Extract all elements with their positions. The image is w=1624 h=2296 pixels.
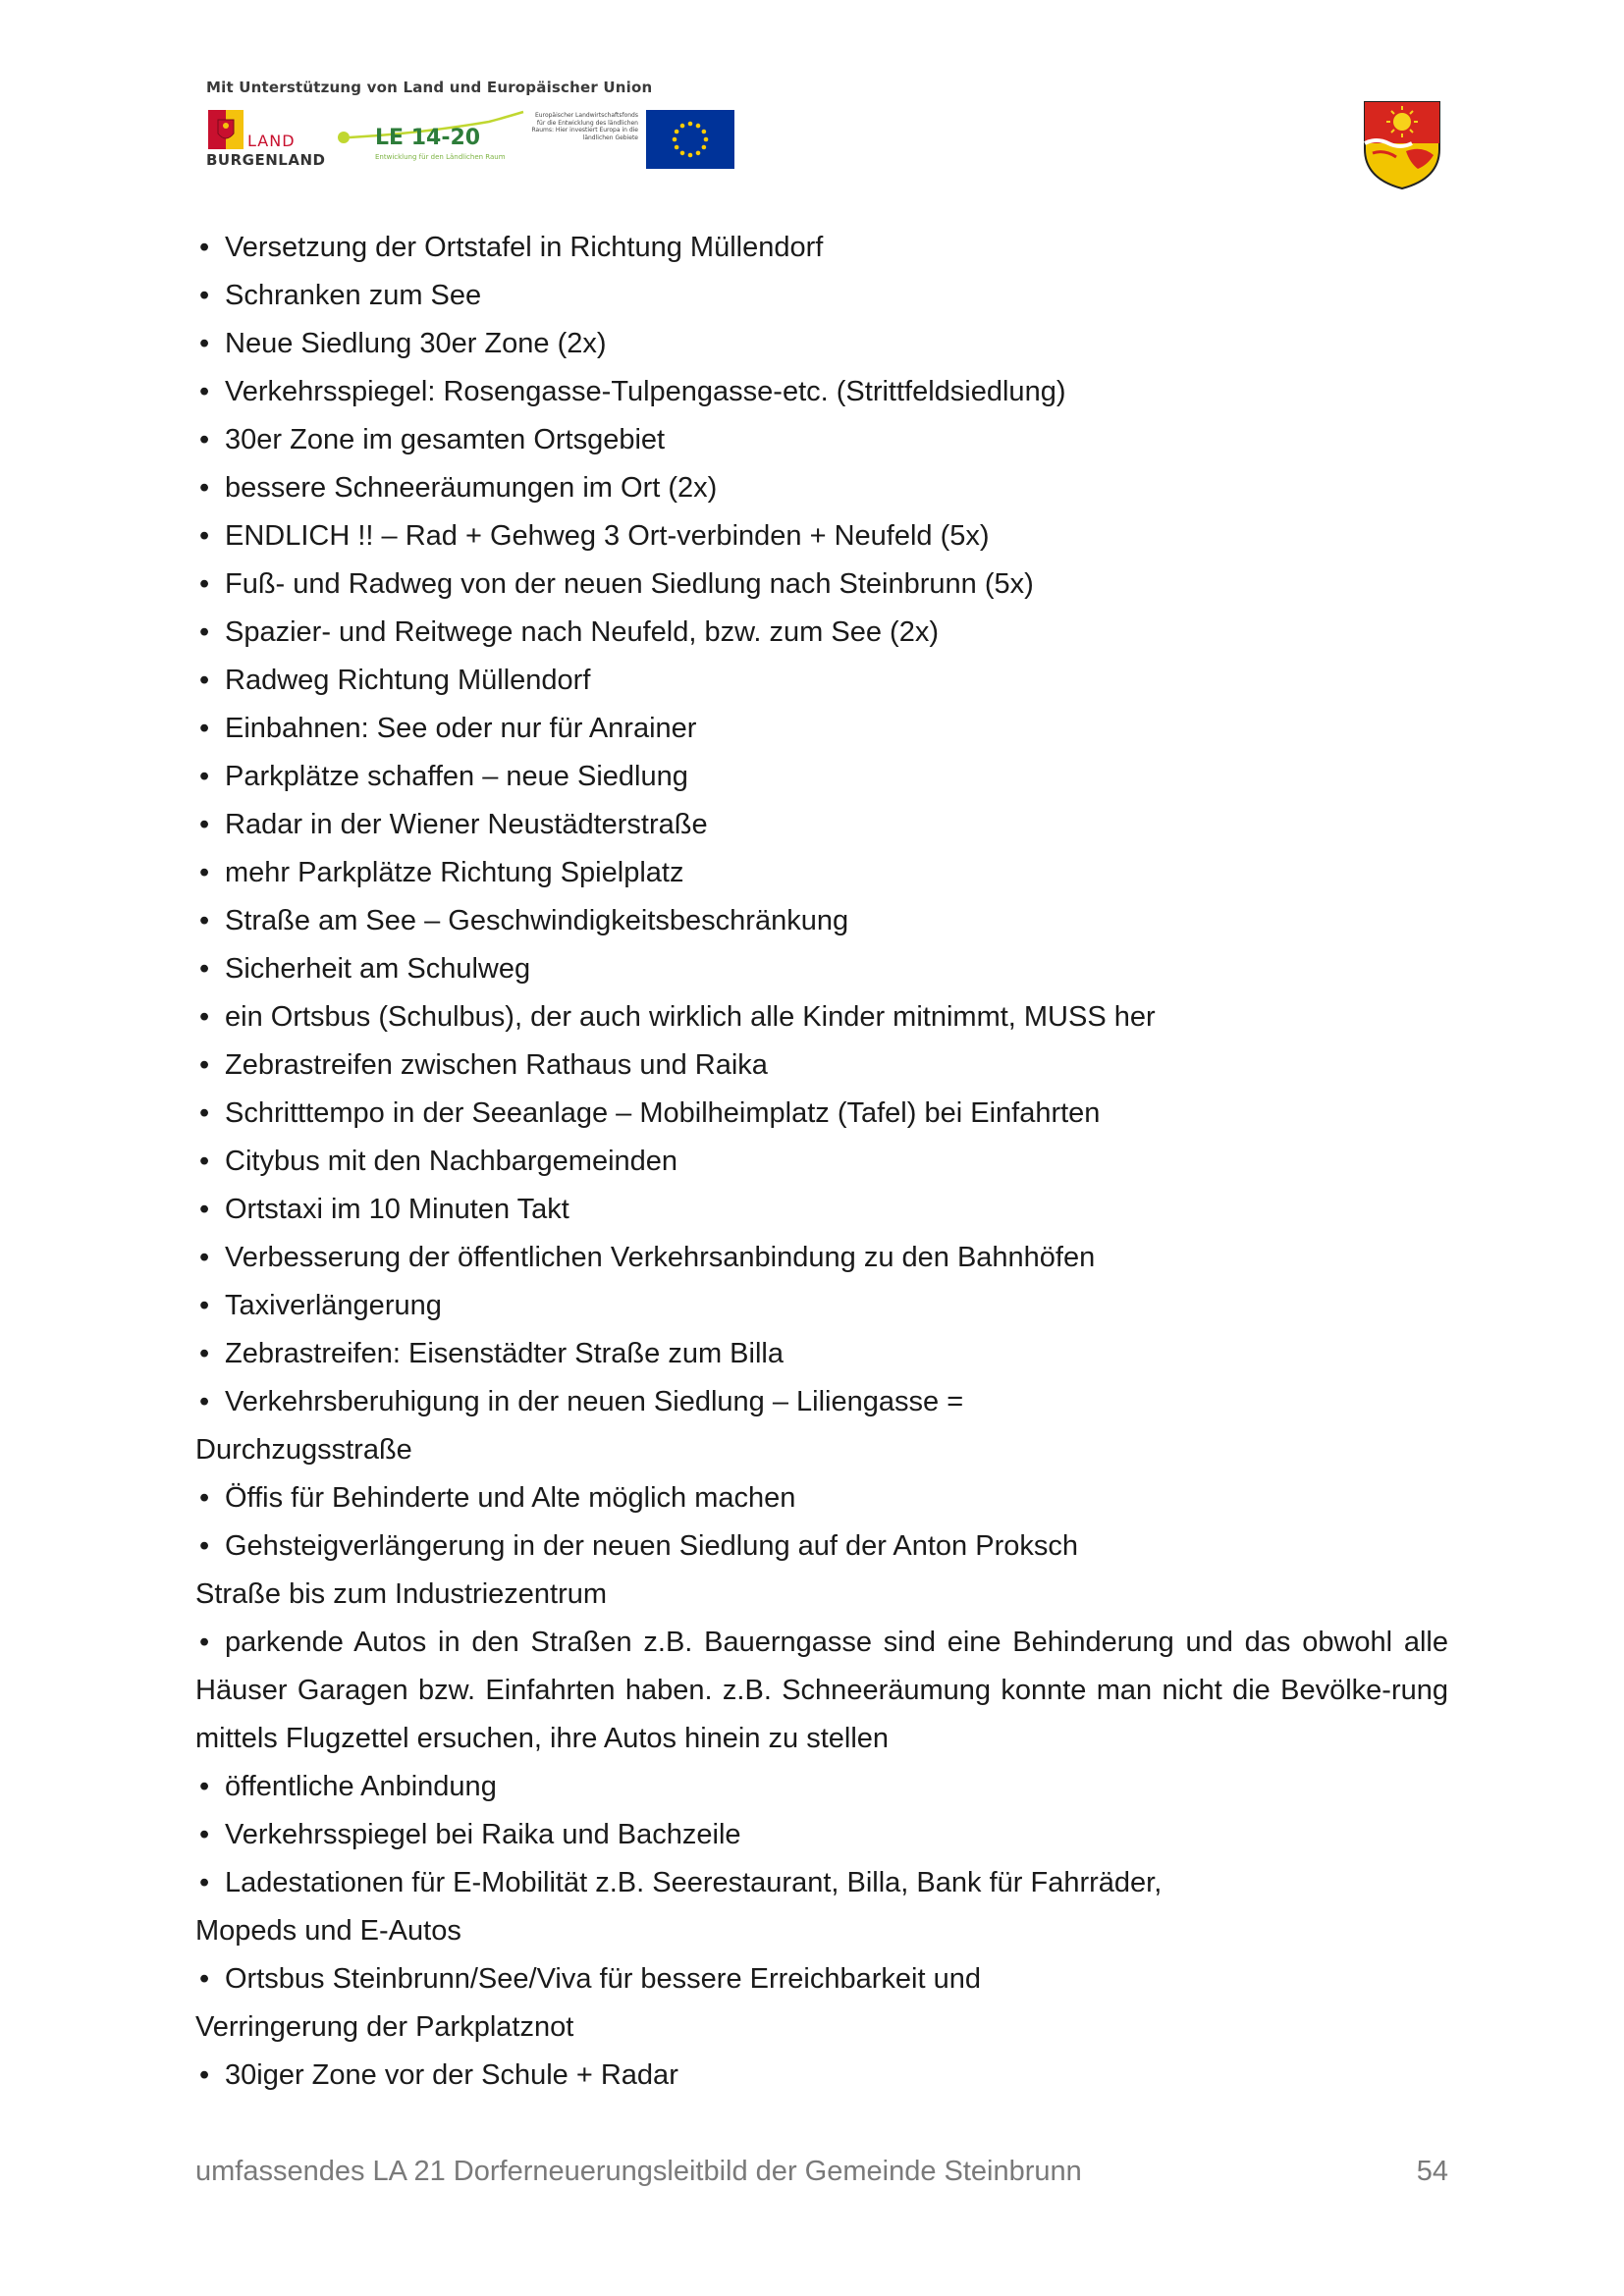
list-item-text: Zebrastreifen: Eisenstädter Straße zum Billa [225, 1338, 784, 1369]
bullet-icon: • [199, 616, 210, 648]
list-item-text: ein Ortsbus (Schulbus), der auch wirklich alle Kinder mitnimmt, MUSS her [225, 1001, 1156, 1033]
list-item [195, 272, 1448, 320]
list-item-text: Verbesserung der öffentlichen Verkehrsanbindung zu den Bahnhöfen [225, 1242, 1096, 1273]
bullet-icon: • [199, 1771, 210, 1802]
list-item [195, 1955, 1059, 2052]
list-item-text: 30iger Zone vor der Schule + Radar [225, 2059, 678, 2091]
bullet-icon: • [199, 232, 210, 263]
land-burgenland-logo [206, 108, 324, 167]
bullet-icon: • [199, 472, 210, 504]
list-item-text: 30er Zone im gesamten Ortsgebiet [225, 424, 666, 455]
list-item-text: Verkehrsberuhigung in der neuen Siedlung – Liliengasse = Durchzugsstraße [195, 1386, 964, 1466]
bullet-icon: • [199, 2059, 210, 2091]
bullet-icon: • [199, 568, 210, 600]
list-item-text: Straße am See – Geschwindigkeitsbeschränkung [225, 905, 849, 936]
bullet-icon: • [199, 713, 210, 744]
list-item [195, 1041, 1448, 1090]
bullet-icon: • [199, 1386, 210, 1417]
list-item [195, 945, 1448, 993]
list-item [195, 609, 1448, 657]
list-item [195, 1090, 1448, 1138]
list-item [195, 1811, 1448, 1859]
list-item [195, 464, 1448, 512]
list-item-text: öffentliche Anbindung [225, 1771, 497, 1802]
footer-title: umfassendes LA 21 Dorferneuerungsleitbild der Gemeinde Steinbrunn [195, 2156, 1082, 2187]
list-item [195, 2052, 1448, 2100]
land-label: LAND [247, 132, 296, 150]
list-item-text: Ortstaxi im 10 Minuten Takt [225, 1194, 569, 1225]
list-item-text: Citybus mit den Nachbargemeinden [225, 1146, 678, 1177]
list-item-text: Einbahnen: See oder nur für Anrainer [225, 713, 697, 744]
list-item-text: Verkehrsspiegel: Rosengasse-Tulpengasse-etc. (Strittfeldsiedlung) [225, 376, 1066, 407]
bullet-icon: • [199, 1242, 210, 1273]
bullet-icon: • [199, 424, 210, 455]
list-item [195, 753, 1448, 801]
bullet-icon: • [199, 761, 210, 792]
list-item-text: Ladestationen für E-Mobilität z.B. Seerestaurant, Billa, Bank für Fahrräder, Mopeds und E-Autos [195, 1867, 1163, 1947]
eu-flag-icon [646, 110, 734, 169]
page-number: 54 [1416, 2156, 1448, 2187]
list-item [195, 320, 1448, 368]
list-item-text: bessere Schneeräumungen im Ort (2x) [225, 472, 718, 504]
burgenland-flag-icon [208, 110, 244, 149]
list-item-text: Parkplätze schaffen – neue Siedlung [225, 761, 688, 792]
bullet-icon: • [199, 1819, 210, 1850]
list-item [195, 1522, 1138, 1619]
list-item-text: Spazier- und Reitwege nach Neufeld, bzw. zum See (2x) [225, 616, 939, 648]
list-item [195, 224, 1448, 272]
bullet-icon: • [199, 1482, 210, 1514]
eu-logo [530, 108, 727, 171]
le-label: LE 14-20 [375, 126, 481, 150]
le-14-20-logo [332, 108, 528, 167]
list-item [195, 1138, 1448, 1186]
list-item-text: Öffis für Behinderte und Alte möglich machen [225, 1482, 796, 1514]
bullet-icon: • [199, 1290, 210, 1321]
list-item [195, 705, 1448, 753]
list-item-text: Radweg Richtung Müllendorf [225, 665, 591, 696]
bullet-icon: • [199, 1867, 210, 1898]
list-item [195, 897, 1448, 945]
bullet-icon: • [199, 857, 210, 888]
list-item-text: Fuß- und Radweg von der neuen Siedlung nach Steinbrunn (5x) [225, 568, 1034, 600]
bullet-icon: • [199, 280, 210, 311]
bullet-icon: • [199, 905, 210, 936]
support-text: Mit Unterstützung von Land und Europäischer Union [206, 79, 653, 96]
bullet-icon: • [199, 1049, 210, 1081]
list-item-text: Zebrastreifen zwischen Rathaus und Raika [225, 1049, 768, 1081]
list-item [195, 1234, 1448, 1282]
list-item-text: Schranken zum See [225, 280, 482, 311]
list-item [195, 1378, 1010, 1474]
footer [195, 2156, 1448, 2195]
list-item-text: Schritttempo in der Seeanlage – Mobilheimplatz (Tafel) bei Einfahrten [225, 1097, 1101, 1129]
bullet-icon: • [199, 1627, 210, 1658]
bullet-list [195, 224, 1448, 2100]
list-item [195, 368, 1448, 416]
bullet-icon: • [199, 1001, 210, 1033]
header [206, 79, 1463, 196]
bullet-icon: • [199, 1338, 210, 1369]
bullet-icon: • [199, 665, 210, 696]
bullet-icon: • [199, 376, 210, 407]
bullet-icon: • [199, 809, 210, 840]
bullet-icon: • [199, 1146, 210, 1177]
bullet-icon: • [199, 1530, 210, 1562]
le-sub-label: Entwicklung für den Ländlichen Raum [375, 153, 506, 161]
list-item-text: Radar in der Wiener Neustädterstraße [225, 809, 708, 840]
bullet-icon: • [199, 520, 210, 552]
bullet-icon: • [199, 328, 210, 359]
list-item [195, 1474, 1448, 1522]
bullet-icon: • [199, 1194, 210, 1225]
list-item-text: Ortsbus Steinbrunn/See/Viva für bessere Erreichbarkeit und Verringerung der Parkplatznot [195, 1963, 981, 2043]
burgenland-label: BURGENLAND [206, 151, 326, 169]
list-item [195, 801, 1448, 849]
list-item [195, 561, 1448, 609]
list-item [195, 1763, 1448, 1811]
list-item [195, 1282, 1448, 1330]
list-item-text: parkende Autos in den Straßen z.B. Bauerngasse sind eine Behinderung und das obwohl alle Häuser Garagen bzw. Einfahrten haben. z.B. Schneeräumung konnte man nicht die Bevölke-rung mittels Flugzettel ersuchen, ihre Autos hinein zu stellen [195, 1627, 1448, 1754]
list-item [195, 1186, 1448, 1234]
bullet-icon: • [199, 1097, 210, 1129]
list-item-text: Taxiverlängerung [225, 1290, 442, 1321]
list-item-text: Verkehrsspiegel bei Raika und Bachzeile [225, 1819, 741, 1850]
steinbrunn-crest-icon [1363, 100, 1441, 190]
list-item [195, 1330, 1448, 1378]
list-item [195, 1619, 1448, 1763]
list-item [195, 416, 1448, 464]
list-item-text: mehr Parkplätze Richtung Spielplatz [225, 857, 684, 888]
list-item [195, 849, 1448, 897]
list-item-text: Neue Siedlung 30er Zone (2x) [225, 328, 607, 359]
list-item-text: Versetzung der Ortstafel in Richtung Müllendorf [225, 232, 824, 263]
list-item [195, 512, 1448, 561]
bullet-icon: • [199, 1963, 210, 1995]
list-item [195, 1859, 1236, 1955]
list-item-text: Sicherheit am Schulweg [225, 953, 531, 985]
list-item [195, 657, 1448, 705]
list-item [195, 993, 1448, 1041]
eu-fund-text: Europäischer Landwirtschaftsfonds für die Entwicklung des ländlichen Raums: Hier investiert Europa in die ländlichen Gebiete [531, 112, 638, 141]
bullet-icon: • [199, 953, 210, 985]
list-item-text: Gehsteigverlängerung in der neuen Siedlung auf der Anton Proksch Straße bis zum Industriezentrum [195, 1530, 1078, 1610]
list-item-text: ENDLICH !! – Rad + Gehweg 3 Ort-verbinden + Neufeld (5x) [225, 520, 990, 552]
